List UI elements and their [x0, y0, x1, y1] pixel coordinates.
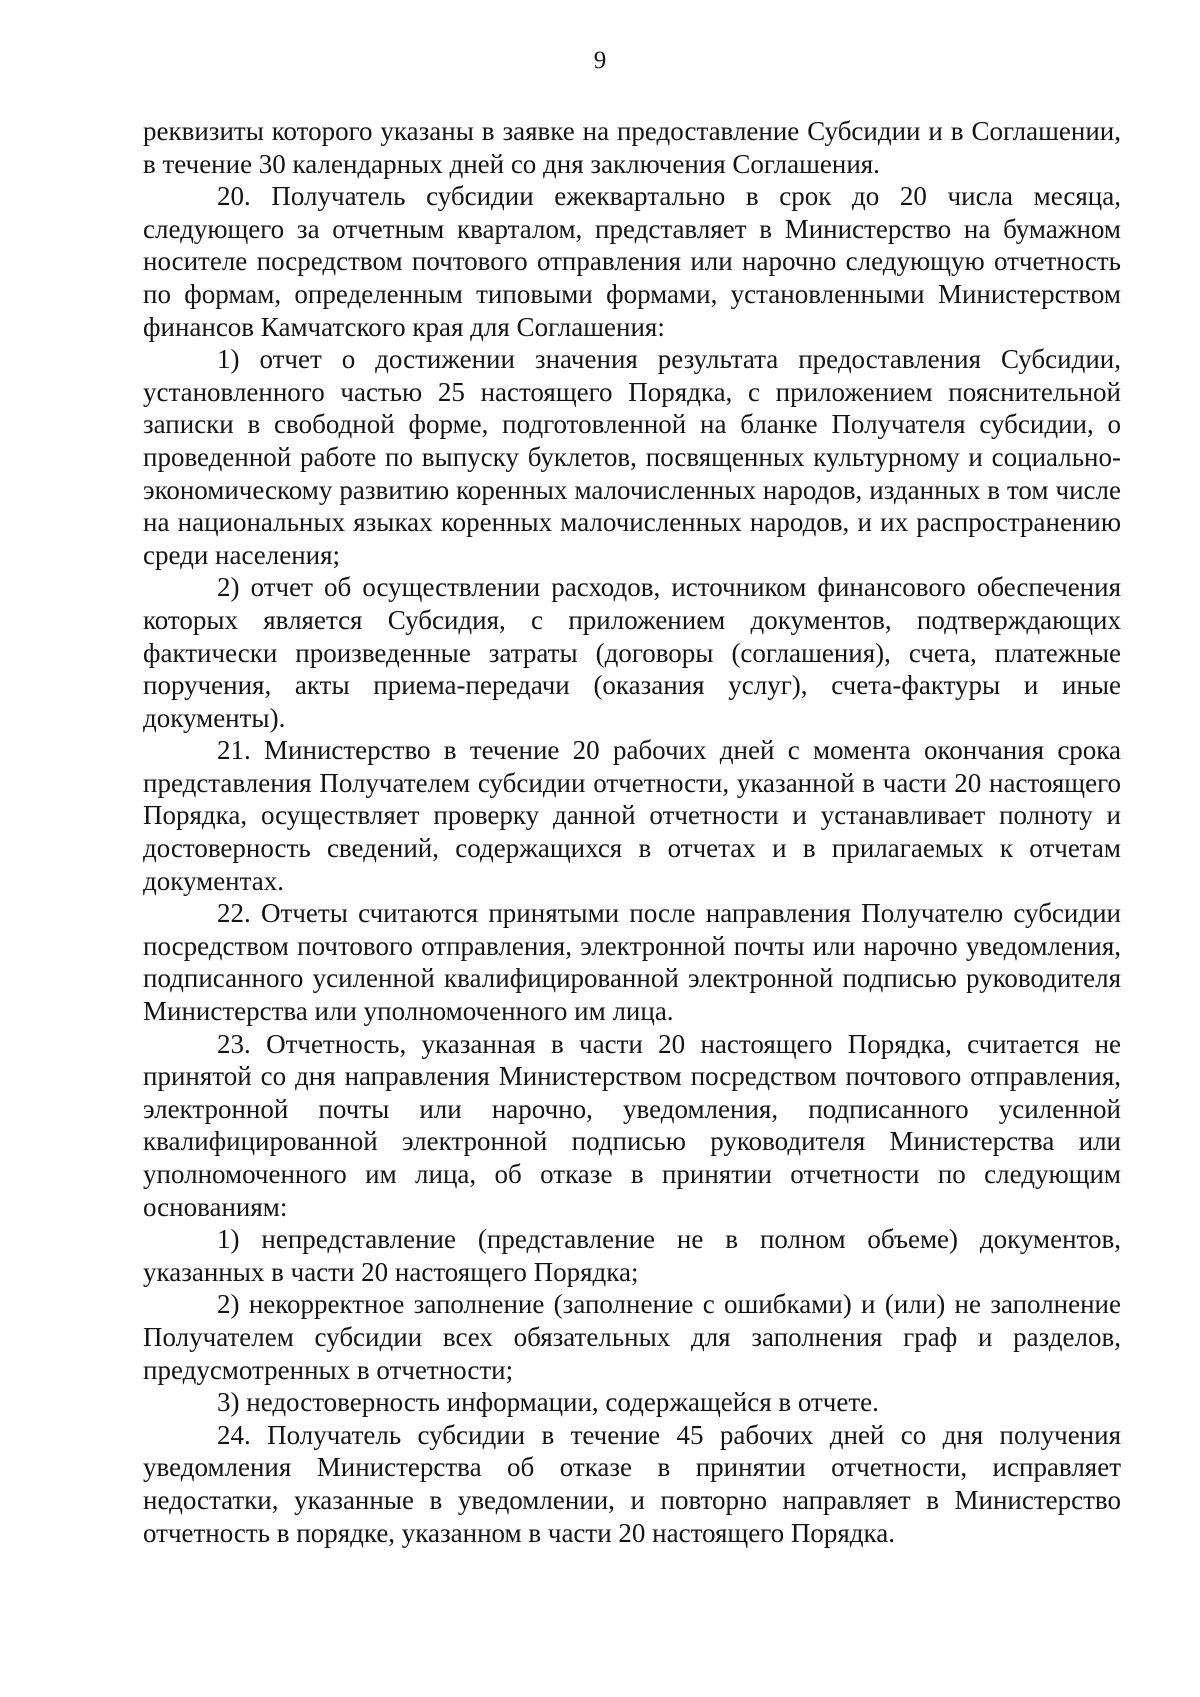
paragraph-23-item-2: 2) некорректное заполнение (заполнение с ошибками) и (или) не заполнение Получателем субсидии всех обязательных для заполнения граф и разделов, предусмотренных в отчетности;	[143, 1289, 1121, 1385]
paragraph-23-item-1: 1) непредставление (представление не в полном объеме) документов, указанных в части 20 настоящего Порядка;	[143, 1224, 1121, 1287]
paragraph-24: 24. Получатель субсидии в течение 45 рабочих дней со дня получения уведомления Министерства об отказе в принятии отчетности, исправляет недостатки, указанные в уведомлении, и повторно направляет в Министерство отчетность в порядке, указанном в части 20 настоящего Порядка.	[143, 1419, 1121, 1548]
paragraph-20: 20. Получатель субсидии ежеквартально в срок до 20 числа месяца, следующего за отчетным кварталом, представляет в Министерство на бумажном носителе посредством почтового отправления или нарочно следующую отчетность по формам, определенным типовыми формами, установленными Министерством финансов Камчатского края для Соглашения:	[143, 181, 1121, 342]
paragraph-continuation: реквизиты которого указаны в заявке на предоставление Субсидии и в Соглашении, в течение 30 календарных дней со дня заключения Соглашения.	[143, 116, 1121, 179]
paragraph-20-item-2: 2) отчет об осуществлении расходов, источником финансового обеспечения которых является Субсидия, с приложением документов, подтверждающих фактически произведенные затраты (договоры (соглашения), счета, платежные поручения, акты приема-передачи (оказания услуг), счета-фактуры и иные документы).	[143, 572, 1121, 733]
page-number: 9	[593, 47, 607, 74]
paragraph-23-item-3: 3) недостоверность информации, содержащейся в отчете.	[217, 1387, 879, 1418]
paragraph-20-item-1: 1) отчет о достижении значения результата предоставления Субсидии, установленного частью 25 настоящего Порядка, с приложением пояснительной записки в свободной форме, подготовленной на бланке Получателя субсидии, о проведенной работе по выпуску буклетов, посвященных культурному и социально-экономическому развитию коренных малочисленных народов, изданных в том числе на национальных языках коренных малочисленных народов, и их распространению среди населения;	[143, 344, 1121, 570]
document-body	[143, 115, 1121, 1549]
paragraph-22: 22. Отчеты считаются принятыми после направления Получателю субсидии посредством почтового отправления, электронной почты или нарочно уведомления, подписанного усиленной квалифицированной электронной подписью руководителя Министерства или уполномоченного им лица.	[143, 898, 1121, 1027]
paragraph-23: 23. Отчетность, указанная в части 20 настоящего Порядка, считается не принятой со дня направления Министерством посредством почтового отправления, электронной почты или нарочно, уведомления, подписанного усиленной квалифицированной электронной подписью руководителя Министерства или уполномоченного им лица, об отказе в принятии отчетности по следующим основаниям:	[143, 1028, 1121, 1222]
paragraph-21: 21. Министерство в течение 20 рабочих дней с момента окончания срока представления Получателем субсидии отчетности, указанной в части 20 настоящего Порядка, осуществляет проверку данной отчетности и устанавливает полноту и достоверность сведений, содержащихся в отчетах и в прилагаемых к отчетам документах.	[143, 735, 1121, 896]
